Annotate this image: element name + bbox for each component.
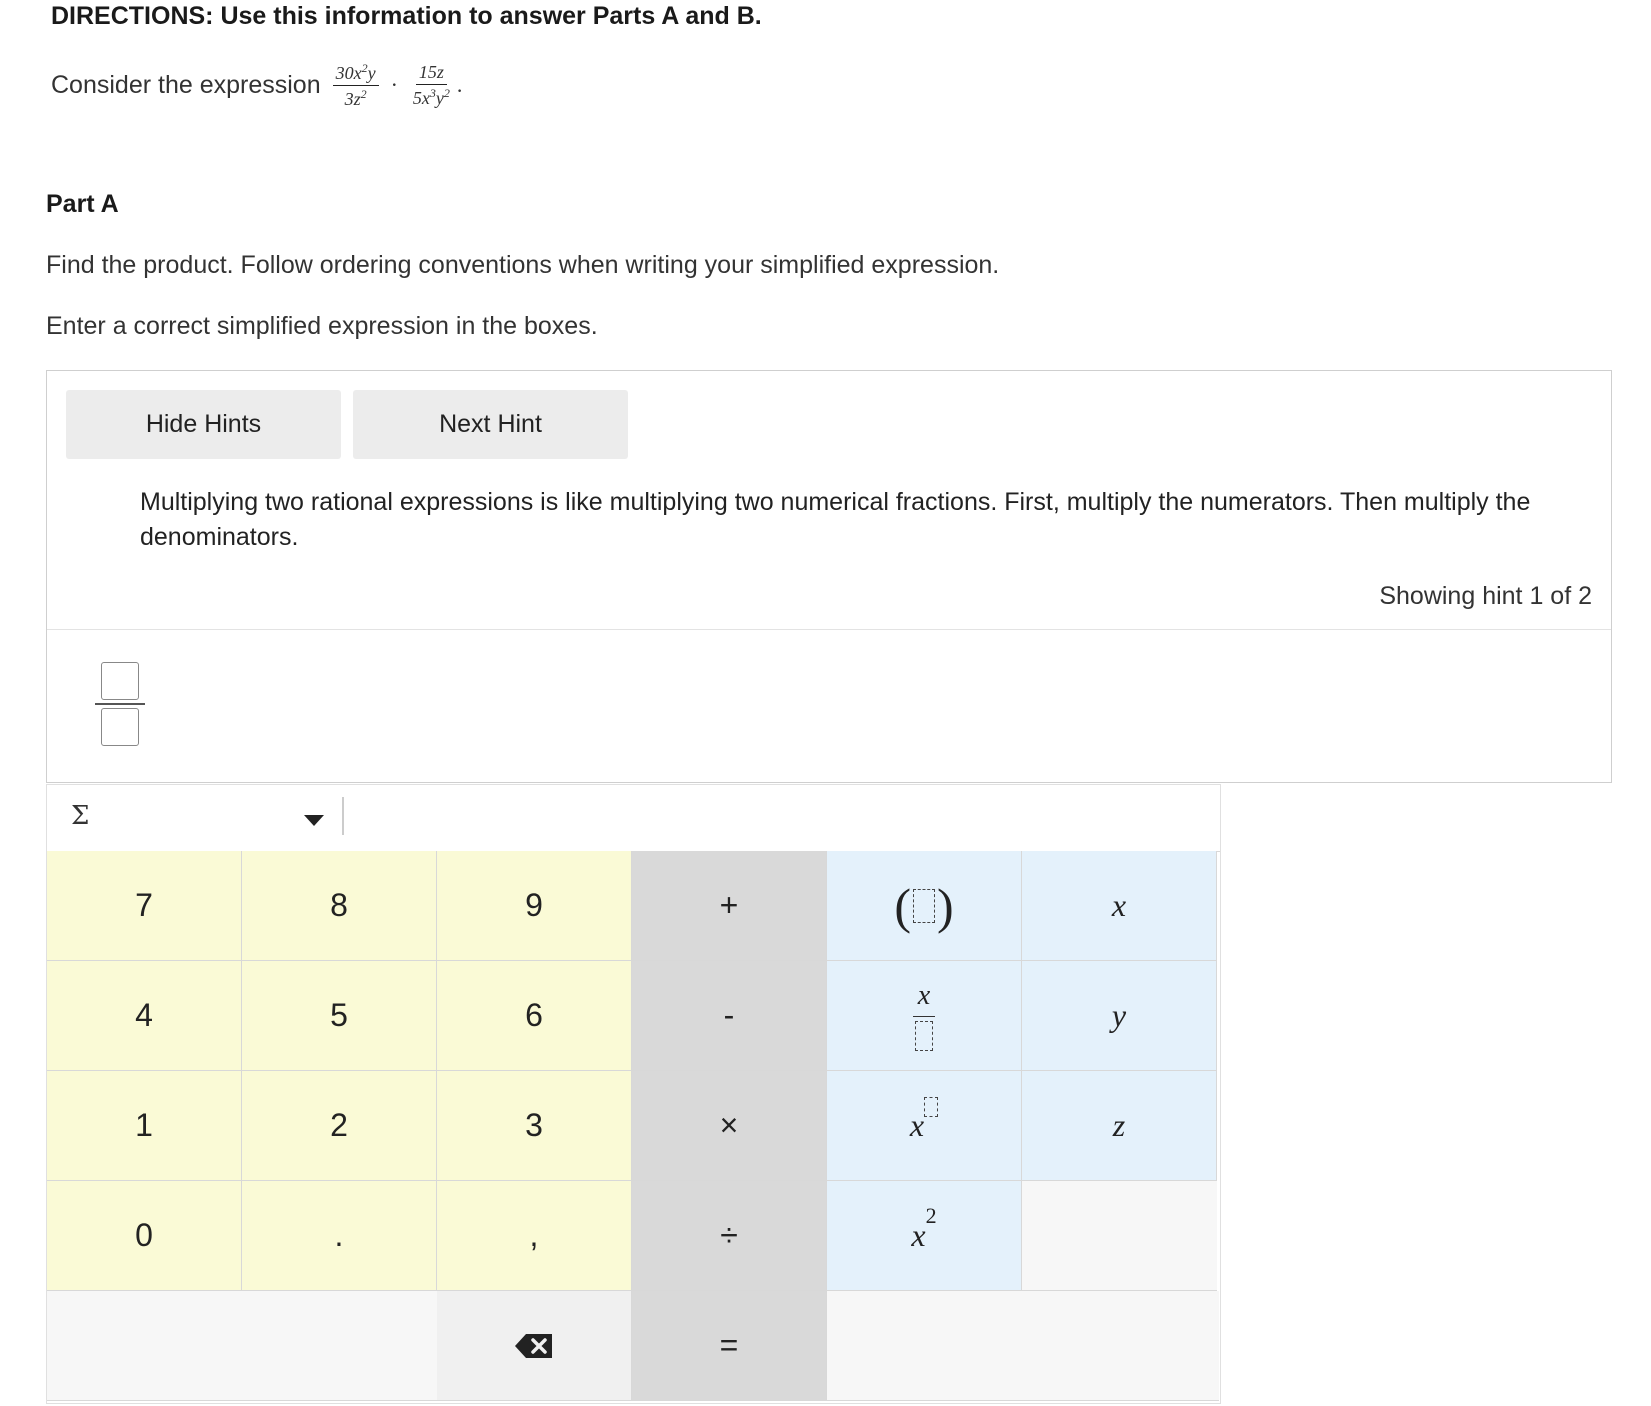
key-decimal-point[interactable]: . <box>242 1181 437 1291</box>
key-comma[interactable]: , <box>437 1181 632 1291</box>
given-expression <box>333 62 463 109</box>
numerator-input-box[interactable] <box>101 662 139 700</box>
instruction-enter-expression: Enter a correct simplified expression in the boxes. <box>46 312 598 340</box>
key-parentheses[interactable]: ( ) <box>827 851 1022 961</box>
palette-dropdown-icon[interactable] <box>304 815 324 826</box>
key-2[interactable]: 2 <box>242 1071 437 1181</box>
denominator-input-box[interactable] <box>101 708 139 746</box>
expression-period: . <box>456 72 463 98</box>
hint-status: Showing hint 1 of 2 <box>1379 582 1592 610</box>
key-8[interactable]: 8 <box>242 851 437 961</box>
part-a-heading: Part A <box>46 190 119 218</box>
multiply-dot: · <box>390 72 398 98</box>
next-hint-button[interactable]: Next Hint <box>353 390 628 459</box>
expression-line <box>51 62 462 109</box>
second-fraction: $\frac{15z}{5x^3y^2}$ <box>412 62 450 108</box>
key-fraction[interactable]: x <box>827 961 1022 1071</box>
placeholder-box-icon <box>924 1097 938 1117</box>
empty-key-slot <box>47 1291 437 1401</box>
key-0[interactable]: 0 <box>47 1181 242 1291</box>
key-1[interactable]: 1 <box>47 1071 242 1181</box>
key-7[interactable]: 7 <box>47 851 242 961</box>
key-6[interactable]: 6 <box>437 961 632 1071</box>
directions-text: DIRECTIONS: Use this information to answer Parts A and B. <box>51 2 762 30</box>
key-power[interactable]: x <box>827 1071 1022 1181</box>
placeholder-box-icon <box>913 889 935 923</box>
math-keypad <box>46 784 1221 1404</box>
key-backspace[interactable] <box>437 1291 632 1401</box>
instruction-find-product: Find the product. Follow ordering conventions when writing your simplified expression. <box>46 251 1000 279</box>
empty-key-slot <box>827 1291 1219 1401</box>
first-fraction: $\frac{30x^2y}{3z^2}$ <box>333 62 379 109</box>
answer-fraction <box>95 662 145 746</box>
answer-area <box>47 629 1611 782</box>
key-variable-x[interactable]: x <box>1022 851 1217 961</box>
key-5[interactable]: 5 <box>242 961 437 1071</box>
key-9[interactable]: 9 <box>437 851 632 961</box>
placeholder-box-icon <box>915 1021 933 1051</box>
empty-key-slot <box>1022 1181 1217 1291</box>
key-times[interactable]: × <box>632 1071 827 1181</box>
hide-hints-button[interactable]: Hide Hints <box>66 390 341 459</box>
key-4[interactable]: 4 <box>47 961 242 1071</box>
hints-section <box>47 371 1611 630</box>
toolbar-divider <box>342 797 344 835</box>
hint-text: Multiplying two rational expressions is like multiplying two numerical fractions. First, multiply the numerators. Then multiply the denominators. <box>140 488 1531 551</box>
key-equals[interactable]: = <box>632 1291 827 1401</box>
key-3[interactable]: 3 <box>437 1071 632 1181</box>
key-plus[interactable]: + <box>632 851 827 961</box>
key-variable-y[interactable]: y <box>1022 961 1217 1071</box>
key-divide[interactable]: ÷ <box>632 1181 827 1291</box>
keypad-toolbar <box>47 785 1220 852</box>
key-minus[interactable]: - <box>632 961 827 1071</box>
expression-prefix: Consider the expression <box>51 70 321 99</box>
key-square[interactable]: x 2 <box>827 1181 1022 1291</box>
key-variable-z[interactable]: z <box>1022 1071 1217 1181</box>
fraction-bar <box>95 703 145 705</box>
question-panel <box>46 370 1612 783</box>
sigma-icon: Σ <box>71 801 90 831</box>
backspace-icon <box>514 1332 554 1360</box>
